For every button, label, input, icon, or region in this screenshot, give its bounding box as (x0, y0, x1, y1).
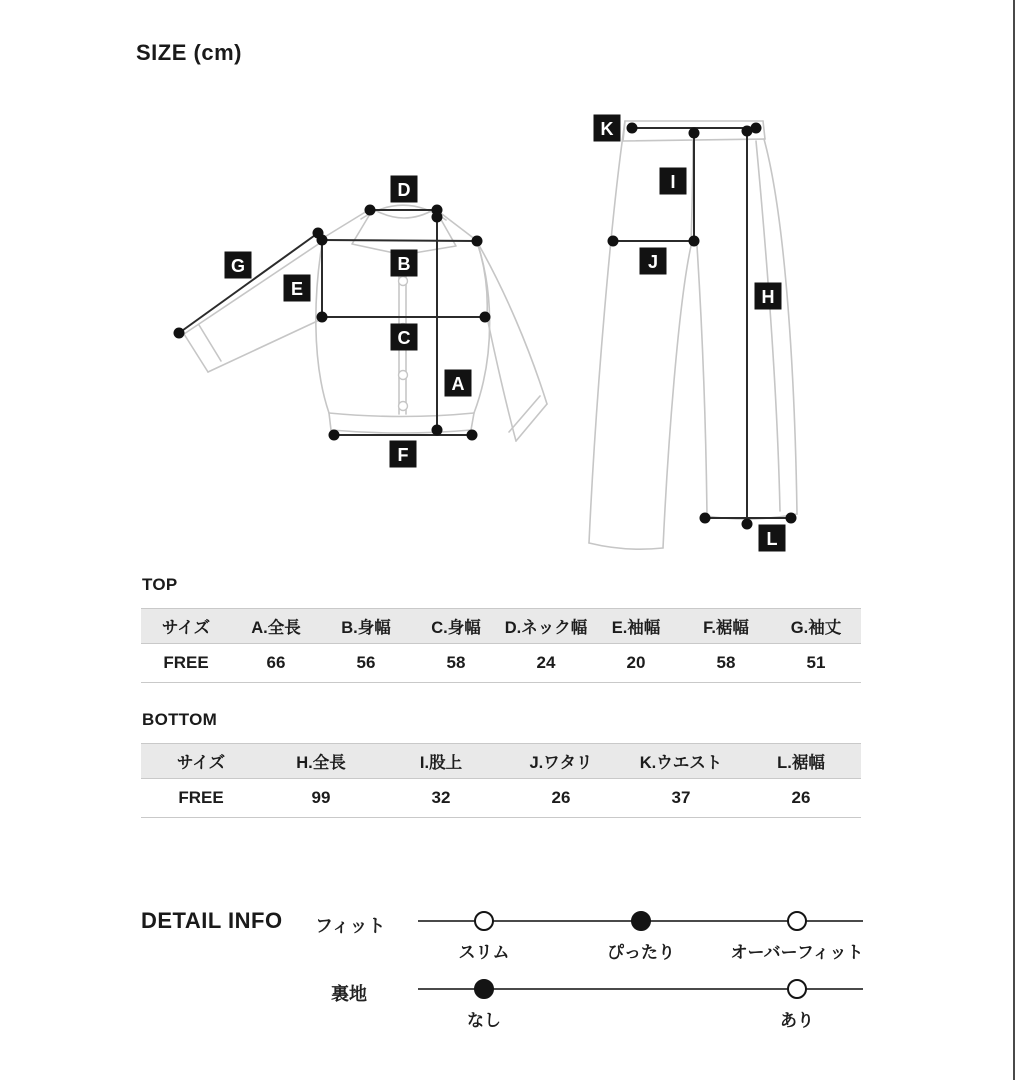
diagram-label-h (755, 283, 782, 310)
diagram-label-d (391, 176, 418, 203)
bottom-table-header-row (141, 743, 861, 779)
top-table-header-row (141, 608, 861, 644)
fit-option-dot-slim (474, 911, 494, 931)
top-header-a: A.全長 (251, 619, 301, 637)
lining-row-label: 裏地 (331, 984, 367, 1004)
diagram-label-a (445, 370, 472, 397)
top-value-d: 24 (536, 653, 556, 672)
page-title: SIZE (cm) (136, 40, 242, 65)
bottom-value-i: 32 (431, 788, 451, 807)
svg-text:D: D (397, 180, 411, 200)
lining-option-label-lined: あり (780, 1011, 814, 1030)
top-value-e: 20 (626, 653, 646, 672)
fit-row-label: フィット (315, 916, 386, 936)
svg-text:L: L (766, 529, 778, 549)
bottom-section-title: BOTTOM (142, 710, 218, 729)
diagram-label-j (640, 248, 667, 275)
svg-text:J: J (647, 252, 659, 272)
top-header-g: G.袖丈 (790, 619, 842, 637)
lining-option-dot-none (474, 979, 494, 999)
lining-option-dot-lined (787, 979, 807, 999)
bottom-header-h: H.全長 (296, 754, 346, 772)
svg-text:C: C (397, 328, 411, 348)
bottom-value-h: 99 (311, 788, 331, 807)
diagram-label-b (391, 250, 418, 277)
bottom-size-section (141, 710, 861, 818)
button-icon (399, 277, 408, 286)
svg-text:E: E (290, 279, 304, 299)
bottom-header-j: J.ワタリ (529, 754, 593, 772)
top-header-d: D.ネック幅 (504, 619, 588, 637)
svg-text:F: F (397, 445, 409, 465)
bottom-header-l: L.裾幅 (777, 754, 825, 772)
top-size-table (141, 608, 861, 683)
bottom-value-l: 26 (791, 788, 811, 807)
top-table-data-row (141, 644, 861, 683)
top-value-a: 66 (266, 653, 286, 672)
diagram-label-g (225, 252, 252, 279)
bottom-value-k: 37 (671, 788, 691, 807)
top-section-title: TOP (142, 575, 178, 594)
bottom-header-k: K.ウエスト (639, 754, 723, 772)
fit-option-label-overfit: オーバーフィット (730, 943, 864, 962)
bottom-table-data-row (141, 779, 861, 818)
top-header-e: E.袖幅 (611, 619, 661, 637)
top-value-c: 58 (446, 653, 466, 672)
detail-info-title: DETAIL INFO (141, 908, 283, 933)
top-value-f: 58 (716, 653, 736, 672)
lining-option-label-none: なし (467, 1011, 501, 1030)
svg-text:I: I (670, 172, 676, 192)
svg-text:G: G (230, 256, 246, 276)
top-header-b: B.身幅 (341, 619, 391, 637)
diagram-label-i (660, 168, 687, 195)
svg-text:B: B (397, 254, 411, 274)
fit-option-dot-fitted (631, 911, 651, 931)
measurement-dots (174, 123, 797, 530)
button-icon (399, 402, 408, 411)
fit-option-dot-overfit (787, 911, 807, 931)
top-size-value: FREE (163, 653, 209, 672)
bottom-size-table (141, 743, 861, 818)
measurement-lines (179, 128, 791, 524)
diagram-label-l (759, 525, 786, 552)
bottom-size-value: FREE (178, 788, 224, 807)
diagram-label-k (594, 115, 621, 142)
button-icon (399, 371, 408, 380)
svg-text:K: K (600, 119, 614, 139)
top-value-g: 51 (806, 653, 826, 672)
top-size-section (141, 575, 861, 683)
bottom-value-j: 26 (551, 788, 571, 807)
diagram-label-e (284, 275, 311, 302)
top-header-c: C.身幅 (431, 619, 481, 637)
bottom-header-i: I.股上 (419, 754, 463, 772)
top-header-f: F.裾幅 (703, 619, 749, 637)
diagram-label-c (391, 324, 418, 351)
window-edge (1013, 0, 1015, 1080)
diagram-label-f (390, 441, 417, 468)
top-value-b: 56 (356, 653, 376, 672)
svg-text:H: H (761, 287, 775, 307)
svg-text:A: A (451, 374, 465, 394)
fit-option-label-slim: スリム (458, 943, 510, 962)
fit-option-label-fitted: ぴったり (607, 943, 675, 962)
bottom-header-size: サイズ (176, 754, 226, 772)
top-header-size: サイズ (161, 619, 211, 637)
